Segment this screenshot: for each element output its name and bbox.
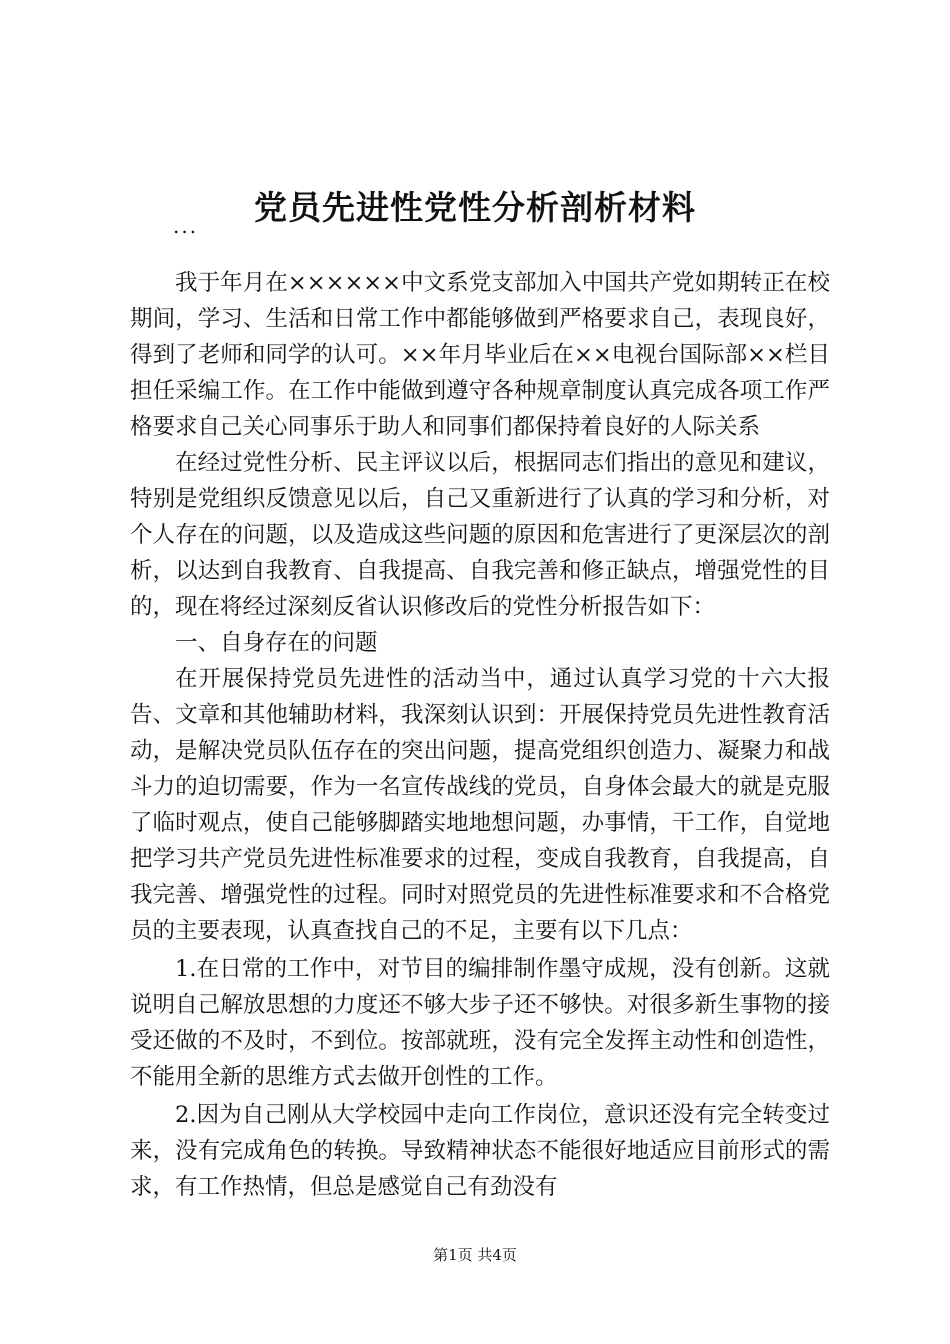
paragraph-analysis: 在经过党性分析、民主评议以后，根据同志们指出的意见和建议，特别是党组织反馈意见以后，自己又重新进行了认真的学习和分析，对个人存在的问题，以及造成这些问题的原因和危害进行了更深层次的剖析，以达到自我教育、自我提高、自我完善和修正缺点，增强党性的目的，现在将经过深刻反省认识修改后的党性分析报告如下： xyxy=(130,450,830,620)
paragraph-activity: 在开展保持党员先进性的活动当中，通过认真学习党的十六大报告、文章和其他辅助材料，我深刻认识到：开展保持党员先进性教育活动，是解决党员队伍存在的突出问题，提高党组织创造力、凝聚力和战斗力的迫切需要，作为一名宣传战线的党员，自身体会最大的就是克服了临时观点，使自己能够脚踏实地地想问题，办事情，干工作，自觉地把学习共产党员先进性标准要求的过程，变成自我教育，自我提高，自我完善、增强党性的过程。同时对照党员的先进性标准要求和不合格党员的主要表现，认真查找自己的不足，主要有以下几点： xyxy=(130,666,830,944)
list-item-2: 2.因为自己刚从大学校园中走向工作岗位，意识还没有完全转变过来，没有完成角色的转换。导致精神状态不能很好地适应目前形式的需求，有工作热情，但总是感觉自己有劲没有 xyxy=(130,1102,830,1200)
document-body xyxy=(130,265,830,1205)
page-footer: 第1页 共4页 xyxy=(433,1246,517,1264)
ellipsis-mark: ... xyxy=(173,214,199,238)
list-item-1: 1.在日常的工作中，对节目的编排制作墨守成规，没有创新。这就说明自己解放思想的力度还不够大步子还不够快。对很多新生事物的接受还做的不及时，不到位。按部就班，没有完全发挥主动性和创造性，不能用全新的思维方式去做开创性的工作。 xyxy=(130,956,830,1090)
paragraph-intro: 我于年月在××××××中文系党支部加入中国共产党如期转正在校期间，学习、生活和日常工作中都能够做到严格要求自己，表现良好，得到了老师和同学的认可。××年月毕业后在××电视台国际部××栏目担任采编工作。在工作中能做到遵守各种规章制度认真完成各项工作严格要求自己关心同事乐于助人和同事们都保持着良好的人际关系 xyxy=(130,270,830,440)
document-title: 党员先进性党性分析剖析材料 xyxy=(254,188,696,227)
section-heading: 一、自身存在的问题 xyxy=(175,630,378,656)
